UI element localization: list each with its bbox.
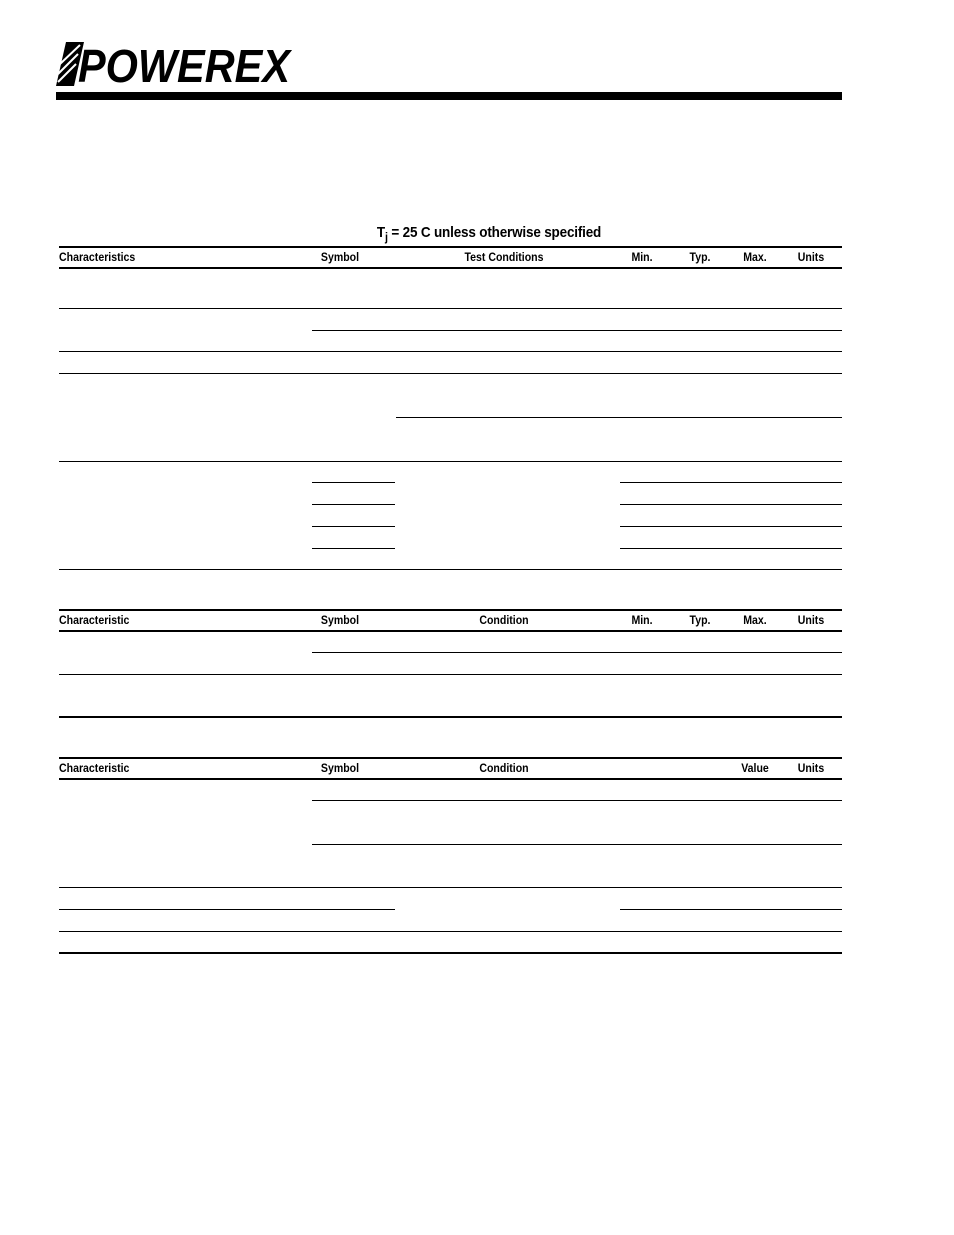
row-rule bbox=[620, 504, 842, 505]
row-rule bbox=[59, 308, 842, 309]
row-rule bbox=[312, 526, 395, 527]
header-condition: Condition bbox=[479, 613, 529, 627]
header-symbol: Symbol bbox=[320, 761, 360, 775]
header-min: Min. bbox=[631, 613, 653, 627]
header-condition: Condition bbox=[479, 761, 529, 775]
caption-text: = 25 C unless otherwise specified bbox=[387, 224, 602, 241]
row-rule bbox=[59, 887, 842, 888]
header-symbol: Symbol bbox=[320, 613, 360, 627]
row-rule bbox=[59, 909, 395, 910]
table-bottom-rule bbox=[59, 716, 842, 718]
row-rule bbox=[59, 674, 842, 675]
powerex-logo bbox=[56, 42, 292, 86]
header-typ: Typ. bbox=[689, 250, 711, 264]
header-min: Min. bbox=[631, 250, 653, 264]
header-characteristics: Characteristics bbox=[59, 250, 136, 264]
header-units: Units bbox=[797, 250, 825, 264]
row-rule bbox=[396, 417, 842, 418]
table-caption bbox=[102, 224, 876, 244]
row-rule bbox=[312, 482, 395, 483]
table-bottom-rule bbox=[59, 952, 842, 954]
row-rule bbox=[620, 909, 842, 910]
row-rule bbox=[312, 504, 395, 505]
header-symbol: Symbol bbox=[320, 250, 360, 264]
header-bottom-rule bbox=[59, 778, 842, 780]
row-rule bbox=[59, 351, 842, 352]
table-top-rule bbox=[59, 757, 842, 759]
header-max: Max. bbox=[743, 250, 767, 264]
row-rule bbox=[312, 800, 842, 801]
row-rule bbox=[59, 461, 842, 462]
row-rule bbox=[312, 330, 842, 331]
table-bottom-rule bbox=[59, 569, 842, 570]
caption-subscript: j bbox=[384, 230, 388, 244]
header-test-conditions: Test Conditions bbox=[464, 250, 544, 264]
header-units: Units bbox=[797, 613, 825, 627]
header-rule bbox=[56, 92, 842, 100]
header-bottom-rule bbox=[59, 267, 842, 269]
row-rule bbox=[620, 548, 842, 549]
header-characteristic: Characteristic bbox=[59, 613, 130, 627]
caption-t: T bbox=[376, 224, 385, 241]
row-rule bbox=[312, 652, 842, 653]
row-rule bbox=[620, 482, 842, 483]
row-rule bbox=[312, 548, 395, 549]
row-rule bbox=[312, 844, 842, 845]
table-top-rule bbox=[59, 609, 842, 611]
row-rule bbox=[620, 526, 842, 527]
header-bottom-rule bbox=[59, 630, 842, 632]
row-rule bbox=[59, 931, 842, 932]
row-rule bbox=[59, 373, 842, 374]
header-value: Value bbox=[741, 761, 769, 775]
table-top-rule bbox=[59, 246, 842, 248]
logo-wordmark: POWEREX bbox=[78, 42, 292, 86]
header-typ: Typ. bbox=[689, 613, 711, 627]
header-max: Max. bbox=[743, 613, 767, 627]
header-characteristic: Characteristic bbox=[59, 761, 130, 775]
header-units: Units bbox=[797, 761, 825, 775]
